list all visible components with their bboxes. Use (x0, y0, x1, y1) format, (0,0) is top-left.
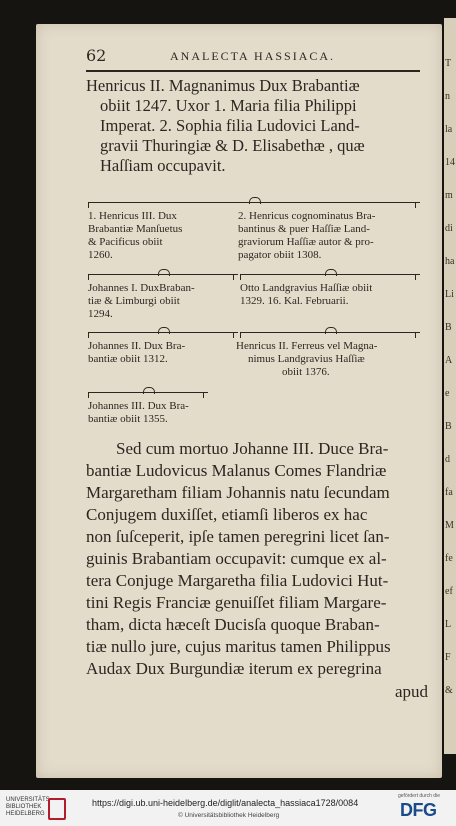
edge-glyph: F (445, 652, 451, 663)
text-line: Sed cum mortuo Johanne III. Duce Bra- (116, 439, 389, 458)
edge-glyph: Li (445, 289, 454, 300)
entry-line: 1329. 16. Kal. Februarii. (240, 295, 349, 307)
entry-line: 1. Henricus III. Dux (88, 210, 177, 222)
text-line: bantiæ Ludovicus Malanus Comes Flandriæ (86, 461, 387, 480)
genealogy-entry-henricus-iii (88, 210, 182, 262)
genealogy-entry-johannes-ii (88, 340, 185, 366)
edge-glyph: ha (445, 256, 455, 267)
edge-glyph: L (445, 619, 452, 630)
edge-glyph: fa (445, 487, 453, 498)
catchword: apud (395, 682, 429, 701)
edge-glyph: & (445, 685, 453, 696)
page-number: 62 (86, 46, 107, 65)
text-line: obiit 1247. Uxor 1. Maria filia Philippi (100, 96, 357, 115)
entry-line: Johannes III. Dux Bra- (88, 400, 189, 412)
entry-line: Henricus II. Ferreus vel Magna- (236, 340, 378, 352)
edge-glyph: T (445, 58, 452, 69)
edge-glyph: ef (445, 586, 453, 597)
genealogy-entry-otto (240, 282, 372, 308)
entry-line: Johannes II. Dux Bra- (88, 340, 186, 352)
entry-line: nimus Landgravius Haſſiæ (248, 353, 365, 365)
edge-glyph: e (445, 388, 450, 399)
entry-line: bantiæ obiit 1312. (88, 353, 168, 365)
edge-glyph: B (445, 421, 452, 432)
funder-caption: gefördert durch die (398, 793, 440, 799)
text-line: Conjugem duxiſſet, etiamſi liberos ex hac (86, 505, 368, 524)
text-line: gravii Thuringiæ & D. Elisabethæ , quæ (100, 136, 365, 155)
entry-line: pagator obiit 1308. (238, 249, 322, 261)
edge-glyph: A (445, 355, 453, 366)
entry-line: Johannes I. DuxBraban- (88, 282, 195, 294)
text-line: Margaretham filiam Johannis natu ſecundam (86, 483, 390, 502)
edge-glyph: la (445, 124, 453, 135)
edge-glyph: di (445, 223, 453, 234)
text-line: guinis Brabantiam occupavit: cumque ex al- (86, 549, 387, 568)
adjacent-page-edge (444, 18, 456, 754)
text-line: Imperat. 2. Sophia filia Ludovici Land- (100, 116, 360, 135)
text-line: tera Conjuge Margaretha filia Ludovici Hut- (86, 571, 389, 590)
entry-line: & Pacificus obiit (88, 236, 163, 248)
text-line: tiæ nullo jure, cujus maritus tamen Philippus (86, 637, 391, 656)
edge-glyph: M (445, 520, 454, 531)
body-paragraph (86, 438, 426, 680)
edge-glyph: d (445, 454, 450, 465)
edge-glyph: m (445, 190, 453, 201)
text-line: non ſuſceperit, ipſe tamen peregrini licet ſan- (86, 527, 390, 546)
genealogy-entry-henricus-ferreus (236, 340, 377, 379)
page-header (86, 46, 436, 68)
text-line: tham, dicta hæceſt Ducisſa quoque Braban- (86, 615, 380, 634)
running-title: ANALECTA HASSIACA. (170, 49, 336, 63)
text-line: Audax Dux Burgundiæ iterum ex peregrina (86, 659, 382, 678)
entry-line: 1260. (88, 249, 113, 261)
edge-glyph: B (445, 322, 452, 333)
edge-glyph: n (445, 91, 450, 102)
entry-line: graviorum Haſſiæ autor & pro- (238, 236, 374, 248)
text-line: tini Regis Franciæ genuiſſet filiam Margare- (86, 593, 387, 612)
genealogy-entry-henricus-puer (238, 210, 375, 262)
library-logo-text: UNIVERSITÄTS- BIBLIOTHEK HEIDELBERG (6, 797, 52, 817)
lead-paragraph (86, 76, 426, 176)
header-rule (86, 70, 420, 72)
edge-glyph: 14 (445, 157, 455, 168)
entry-line: obiit 1376. (282, 366, 330, 378)
entry-line: Brabantiæ Manſuetus (88, 223, 183, 235)
dfg-logo: DFG (400, 800, 437, 820)
entry-line: tiæ & Limburgi obiit (88, 295, 180, 307)
text-line: Henricus II. Magnanimus Dux Brabantiæ (86, 76, 360, 95)
edge-glyph: fe (445, 553, 453, 564)
library-logo-icon (48, 798, 66, 820)
genealogy-entry-johannes-i (88, 282, 195, 321)
viewer-footer (0, 790, 456, 826)
entry-line: Otto Landgravius Haſſiæ obiit (240, 282, 373, 294)
text-line: Haſſiam occupavit. (100, 156, 226, 175)
entry-line: 1294. (88, 308, 113, 320)
copyright-notice: © Universitätsbibliothek Heidelberg (178, 812, 280, 819)
genealogy-entry-johannes-iii (88, 400, 189, 426)
entry-line: bantinus & puer Haſſiæ Land- (238, 223, 370, 235)
entry-line: 2. Henricus cognominatus Bra- (238, 210, 376, 222)
entry-line: bantiæ obiit 1355. (88, 413, 168, 425)
permalink[interactable]: https://digi.ub.uni-heidelberg.de/diglit/analecta_hassiaca1728/0084 (92, 798, 359, 808)
